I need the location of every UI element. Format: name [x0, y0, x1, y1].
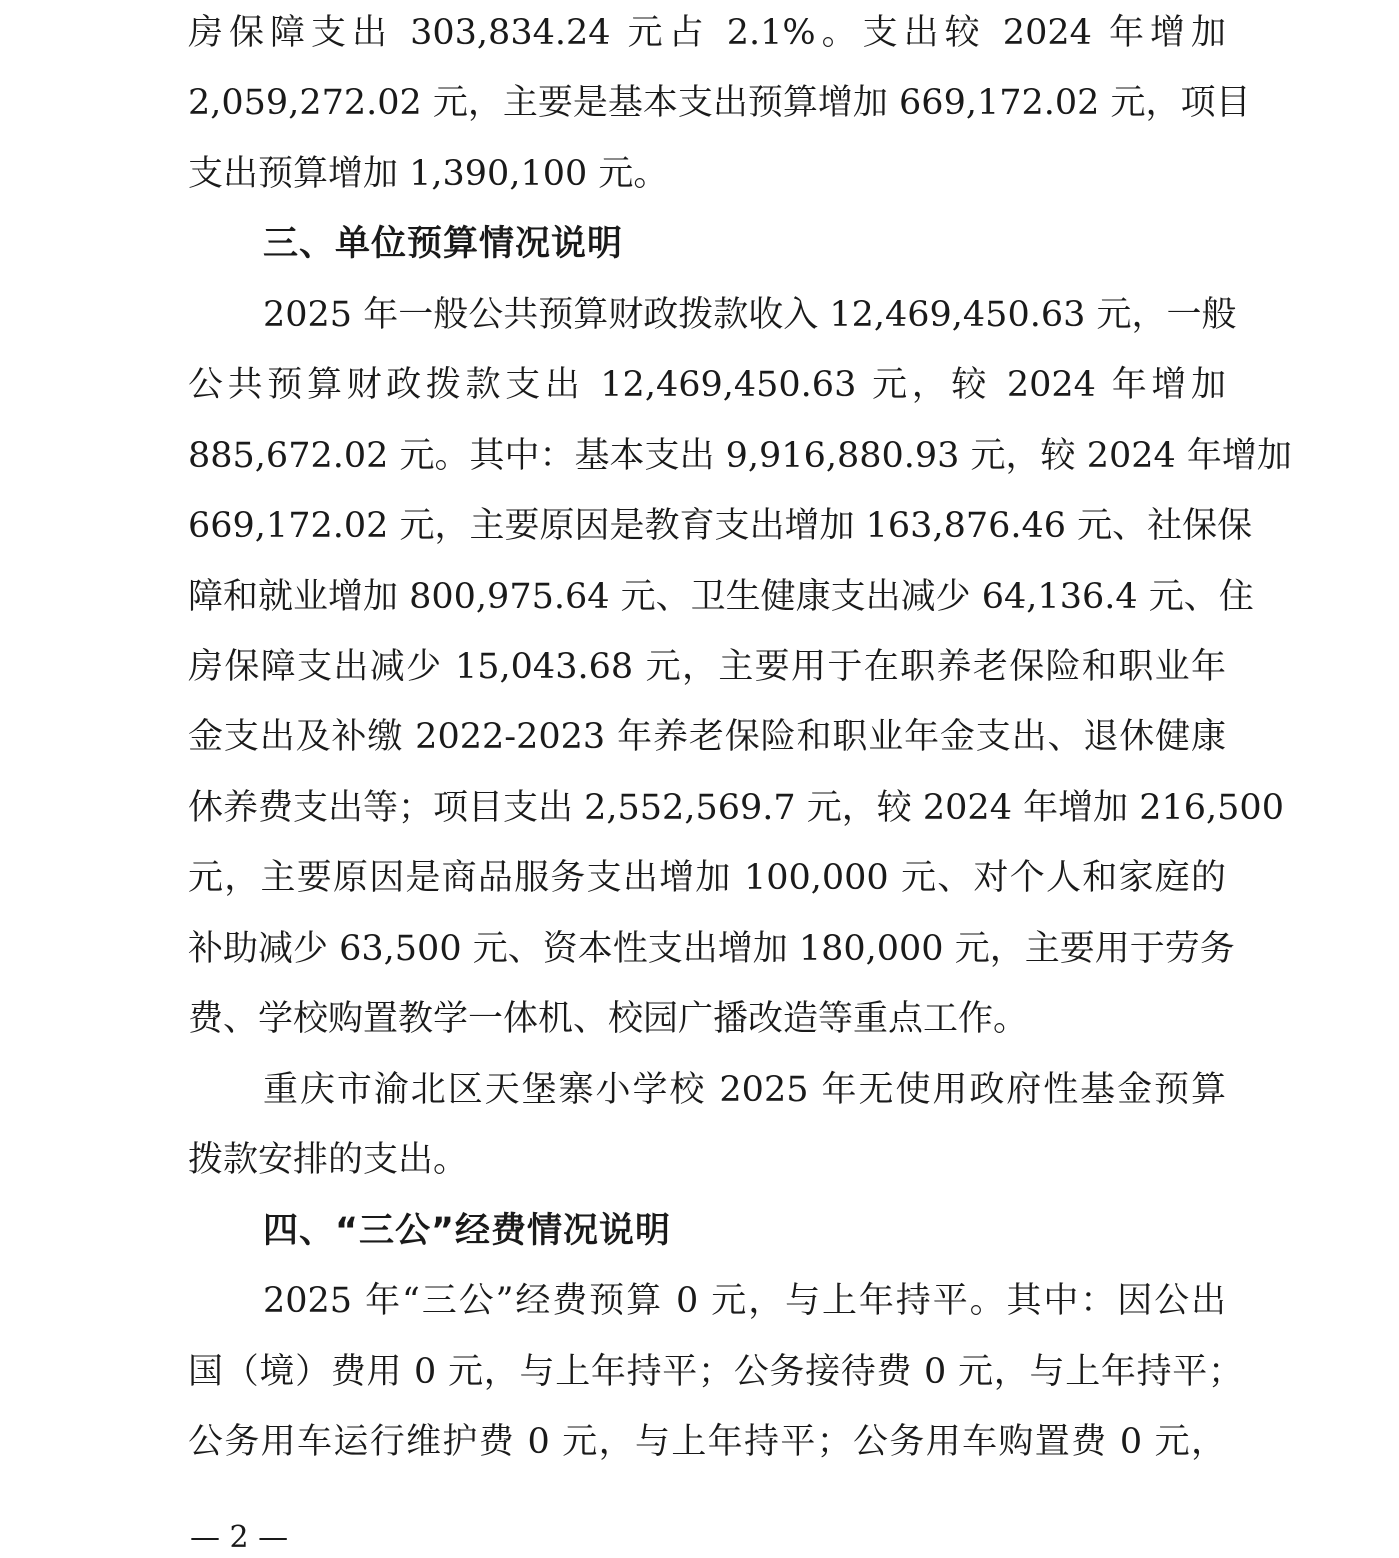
paragraph-4-line-2: 国（境）费用 0 元，与上年持平；公务接待费 0 元，与上年持平； — [188, 1352, 1243, 1392]
paragraph-2-line-2: 公共预算财政拨款支出 12,469,450.63 元，较 2024 年增加 — [188, 365, 1226, 405]
paragraph-1-line-3: 支出预算增加 1,390,100 元。 — [188, 154, 669, 194]
page-number: — 2 — — [190, 1520, 289, 1555]
section-3-heading: 三、单位预算情况说明 — [263, 224, 624, 264]
paragraph-4-line-1: 2025 年“三公”经费预算 0 元，与上年持平。其中：因公出 — [263, 1281, 1226, 1321]
paragraph-2-line-5: 障和就业增加 800,975.64 元、卫生健康支出减少 64,136.4 元、住 — [188, 577, 1254, 617]
section-4-heading: 四、“三公”经费情况说明 — [263, 1211, 672, 1251]
paragraph-2-line-1: 2025 年一般公共预算财政拨款收入 12,469,450.63 元，一般 — [263, 295, 1237, 335]
paragraph-3-line-1: 重庆市渝北区天堡寨小学校 2025 年无使用政府性基金预算 — [263, 1070, 1226, 1110]
paragraph-2-line-9: 元，主要原因是商品服务支出增加 100,000 元、对个人和家庭的 — [188, 858, 1226, 898]
paragraph-1-line-2: 2,059,272.02 元，主要是基本支出预算增加 669,172.02 元，项目 — [188, 83, 1251, 123]
paragraph-2-line-7: 金支出及补缴 2022-2023 年养老保险和职业年金支出、退休健康 — [188, 717, 1226, 757]
paragraph-2-line-6: 房保障支出减少 15,043.68 元，主要用于在职养老保险和职业年 — [188, 647, 1226, 687]
paragraph-2-line-4: 669,172.02 元，主要原因是教育支出增加 163,876.46 元、社保保 — [188, 506, 1253, 546]
paragraph-2-line-11: 费、学校购置教学一体机、校园广播改造等重点工作。 — [188, 999, 1029, 1039]
paragraph-2-line-3: 885,672.02 元。其中：基本支出 9,916,880.93 元，较 2024 年增加 — [188, 436, 1292, 476]
paragraph-3-line-2: 拨款安排的支出。 — [188, 1140, 469, 1180]
paragraph-2-line-8: 休养费支出等；项目支出 2,552,569.7 元，较 2024 年增加 216,500 — [188, 788, 1284, 828]
paragraph-2-line-10: 补助减少 63,500 元、资本性支出增加 180,000 元，主要用于劳务 — [188, 929, 1235, 969]
paragraph-4-line-3: 公务用车运行维护费 0 元，与上年持平；公务用车购置费 0 元， — [188, 1422, 1226, 1462]
paragraph-1-line-1: 房保障支出 303,834.24 元占 2.1%。支出较 2024 年增加 — [188, 13, 1226, 53]
